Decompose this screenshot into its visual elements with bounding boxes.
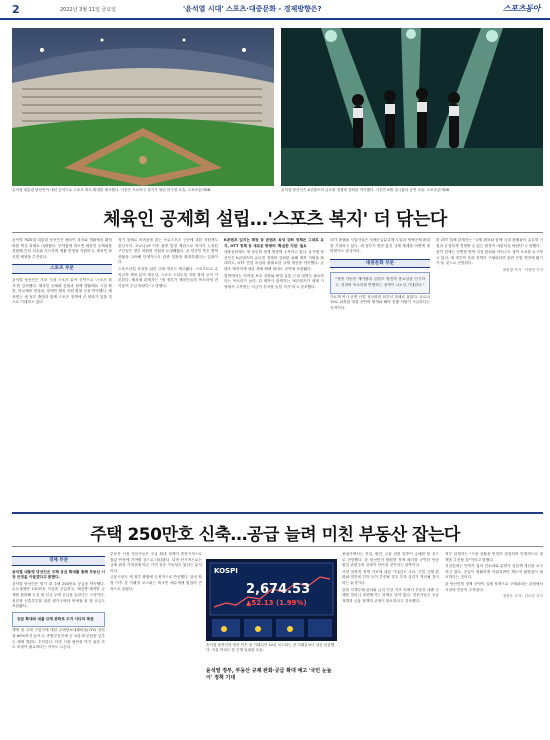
paragraph: 경기 침체로 어려움을 겪는 프로스포츠 구단에 대한 지원책도 관심사다. 코로나19 이후 관중 입장 제한으로 적자가 누적된 구단들은 정부 차원의 지원을 요청해왔다. 윤 당선인 측은 방역 상황을 고려해 단계적으로 관중 입장을 확대하겠다는 입장이다.: [118, 238, 218, 265]
page-header: [0, 0, 550, 20]
concert-photo-caption: 윤석열 당선인은 K콘텐츠의 글로벌 경쟁력 강화를 약속했다. 사진은 K팝 걸그룹의 공연 모습. 스포츠동아DB: [281, 188, 450, 192]
stadium-photo-caption: 윤석열 대통령 당선인이 대선 공약으로 스포츠 복지 확대를 제시했다. 사진은 프로야구 경기가 열린 야구장 모습. 스포츠동아DB: [12, 188, 211, 192]
paragraph: 정부 관계자는 "시장 상황을 면밀히 점검하며 단계적으로 정책을 추진할 것"이라고 밝혔다.: [445, 552, 543, 562]
top-headline: 체육인 공제회 설립…'스포츠 복지' 더 닦는다: [103, 209, 447, 230]
date-line: 2022년 3월 11일 금요일: [60, 7, 117, 13]
paragraph: 대중문화계도 새 정부의 정책 방향에 주목하고 있다. 윤석열 당선인은 K콘텐츠의 글로벌 경쟁력 강화를 위해 제작 지원을 확대하고, OTT 산업 육성과 불필요한 규제 개선을 약속했다. 콘텐츠 제작사에 대한 세제 혜택 확대도 공약에 포함됐다.: [224, 250, 324, 271]
top-story-col-3: [224, 238, 324, 508]
paragraph: 윤석열 당선인은 후보 시절 스포츠 분야 공약으로 '스포츠 복지'를 강조했다. 체육인 공제회 설립과 함께 생활체육 시설 확충, 학교체육 정상화, 장애인 체육 지원 확대 등을 약속했다. 체육계는 새 정부 출범과 함께 스포츠 정책에 큰 변화가 있을 것으로 기대하고 있다.: [12, 277, 112, 305]
subhead-sports: 스포츠 부문: [12, 264, 112, 274]
kospi-value: 2,674.53: [246, 582, 311, 597]
top-story-col-5: [436, 238, 543, 508]
bottom-headline: 주택 250만호 신축…공급 늘려 미친 부동산 잡는다: [90, 525, 460, 545]
story-lead: 윤석열 대통령 당선인은 주택 공급 확대를 통해 부동산 시장 안정을 이끌겠다고 밝혔다.: [12, 569, 105, 580]
subhead-culture: 대중문화 부문: [330, 259, 430, 269]
paragraph: 생애 첫 주택 구입자에 대한 주택담보대출비율(LTV) 상한을 80%까지 높이고, 종합부동산세 등 보유세 부담을 낮추는 세제 개편도 추진한다. 다만 시장 불안을 막기 위한 속도 조절이 필요하다는 지적도 나온다.: [12, 628, 105, 650]
paragraph: 시장 친화적 정책 기조에 대한 기대감도 크다. 기업 규제 완화와 법인세 인하 등이 추진될 경우 투자 심리가 개선될 것이라는 분석이다.: [342, 569, 439, 585]
page-number: 2: [12, 3, 20, 16]
bottom-story-col-4: [445, 552, 543, 732]
paragraph: 스포츠산업 육성을 위한 규제 개선도 예고됐다. 스포츠토토 수익금의 체육 분야 재투자, 스포츠 스타트업 지원 확대 등이 거론된다. 체육계 관계자는 "새 정부가 체육인들의 목소리에 귀 기울여 주길 바란다"고 말했다.: [118, 266, 218, 288]
paragraph: 가요계 역시 공연 산업 정상화를 최우선 과제로 꼽았다. 코로나19로 위축된 대형 공연의 재개와 해외 진출 지원이 시급하다는 지적이다.: [330, 294, 430, 310]
kospi-label: KOSPI: [214, 567, 238, 575]
newspaper-logo: 스포츠동아: [502, 4, 540, 13]
byline: 정정욱 기자 · 김도헌 기자: [502, 594, 543, 599]
top-story-col-4: [330, 238, 430, 508]
bottom-story-col-3: [342, 552, 439, 732]
paragraph: OTT 플랫폼 사업자들은 자체등급분류제 도입과 세액공제 확대를 기대하고 있다. 새 정부가 방송·통신 규제 체계를 어떻게 정비할지도 관심이다.: [330, 238, 430, 254]
kospi-board-photo: [206, 559, 337, 641]
paragraph: 한 OTT 업체 관계자는 "규제 완화와 함께 국내 플랫폼이 글로벌 기업과 공정하게 경쟁할 수 있는 환경이 마련되길 바란다"고 말했다.: [436, 238, 543, 248]
top-story-col-1: [12, 238, 112, 508]
paragraph: 윤 당선인의 경제 공약이 실제 정책으로 구체화되는 과정에서 시장의 반응이 주목된다.: [445, 581, 543, 592]
paragraph: 한편 가계부채 관리와 금리 인상 기조 속에서 부동산 대출 규제를 얼마나 완화할지는 과제로 남아 있다. 전문가들은 공급 정책과 금융 정책의 균형이 중요하다고 강조했다.: [342, 587, 439, 603]
headline-rule: [12, 232, 543, 233]
paragraph: 윤석열 제20대 대통령 당선인은 체육인 복지와 생활체육 활성화를 핵심 과제로 내세웠다. 공약집에 따르면 체육인 공제회를 설립해 은퇴 선수와 지도자의 생활 안정을 지원하고, 체육인 복지법 제정을 추진한다.: [12, 238, 112, 259]
story-deck: K콘텐츠 입지는 확장 등 콘텐츠 육성 강화 정책은 그대로 유지, OTT 정책 등 새로운 방향의 '확실한 지원' 필요: [224, 238, 324, 248]
kospi-photo-caption: 윤석열 당선인의 당선 이후 첫 거래일인 10일 코스피는 전 거래일보다 상승 마감했다. 서울 여의도 한 은행 딜링룸 모습.: [206, 643, 335, 652]
paragraph: 음악 업계는 공연장 방역 지침 완화와 아티스트 권익 보호를 요구하고 있다. 새 정부의 문화 정책이 구체화되면 관련 산업 전반에 활기가 돌 것으로 전망된다.: [436, 250, 543, 266]
stadium-photo: [12, 28, 274, 186]
bottom-story-col-2: [110, 552, 202, 732]
top-story-col-2: [118, 238, 218, 508]
callout-box: 공급 확대와 대출 규제 완화로 주거 사다리 복원: [12, 612, 105, 628]
paragraph: 부동산 시장 전문가들은 공급 확대 정책이 중장기적으로 집값 안정에 기여할 것으로 내다봤다. 다만 단기적으로는 규제 완화 기대감에 따른 가격 상승 가능성도 있다는 분석이다.: [110, 552, 202, 573]
paragraph: 건설업계는 인허가 절차 간소화와 분양가 상한제 개선을 요구하고 있다. 공급이 원활하게 이뤄지려면 제도적 뒷받침이 필요하다는 것이다.: [445, 564, 543, 580]
kospi-change: ▲52.13 (1.99%): [246, 599, 307, 607]
paragraph: 업계에서는 저작권 보호 강화와 불법 유통 근절 대책도 필요하다는 목소리가 높다. 한 제작사 관계자는 "K콘텐츠가 세계 시장에서 주목받는 지금이 투자를 늘릴 적기"라고 강조했다.: [224, 273, 324, 289]
pull-quote: "생생 가능한 케이팝과 콘텐츠 발전의 중요성을 인식하고, 현장의 목소리를 반영하는 정책이 나오길 기대한다.": [330, 272, 430, 293]
paragraph: 금융시장도 새 정부 출범에 긍정적으로 반응했다. 당선 확정 이후 첫 거래일 코스피는 외국인 매수세에 힘입어 큰 폭으로 올랐다.: [110, 575, 202, 591]
paragraph: 증권가에서는 건설, 원전, 금융 관련 업종이 수혜를 볼 것으로 전망했다. 윤 당선인이 탈원전 정책 폐기를 공약한 만큼 원전 관련주의 강세가 이어질 것이라는 관측이다.: [342, 552, 439, 568]
story-divider: [12, 512, 543, 514]
bottom-story-deck: 윤석열 정부, 부동산 규제 완화·공급 확대 예고 '국민 눈높이' 정책 기대: [206, 668, 332, 681]
section-title: '윤석열 시대' 스포츠·대중문화 - 경제방향은?: [183, 5, 322, 13]
byline: 최현정 기자 · 이정연 기자: [502, 267, 543, 272]
bottom-story-col-1: [12, 552, 105, 732]
paragraph: 윤석열 당선인은 임기 내 주택 250만호 공급을 약속했다. 수도권에만 130만호 이상을 공급하고, 재건축·재개발 규제를 완화해 도심 내 신규 주택 공급을 늘린다는 구상이다. 청년과 신혼부부를 위한 원가주택과 역세권 첫 집 공급도 포함됐다.: [12, 581, 105, 609]
subhead-economy: 경제 부문: [12, 556, 105, 566]
concert-photo: [281, 28, 543, 186]
headline-rule: [12, 546, 543, 547]
